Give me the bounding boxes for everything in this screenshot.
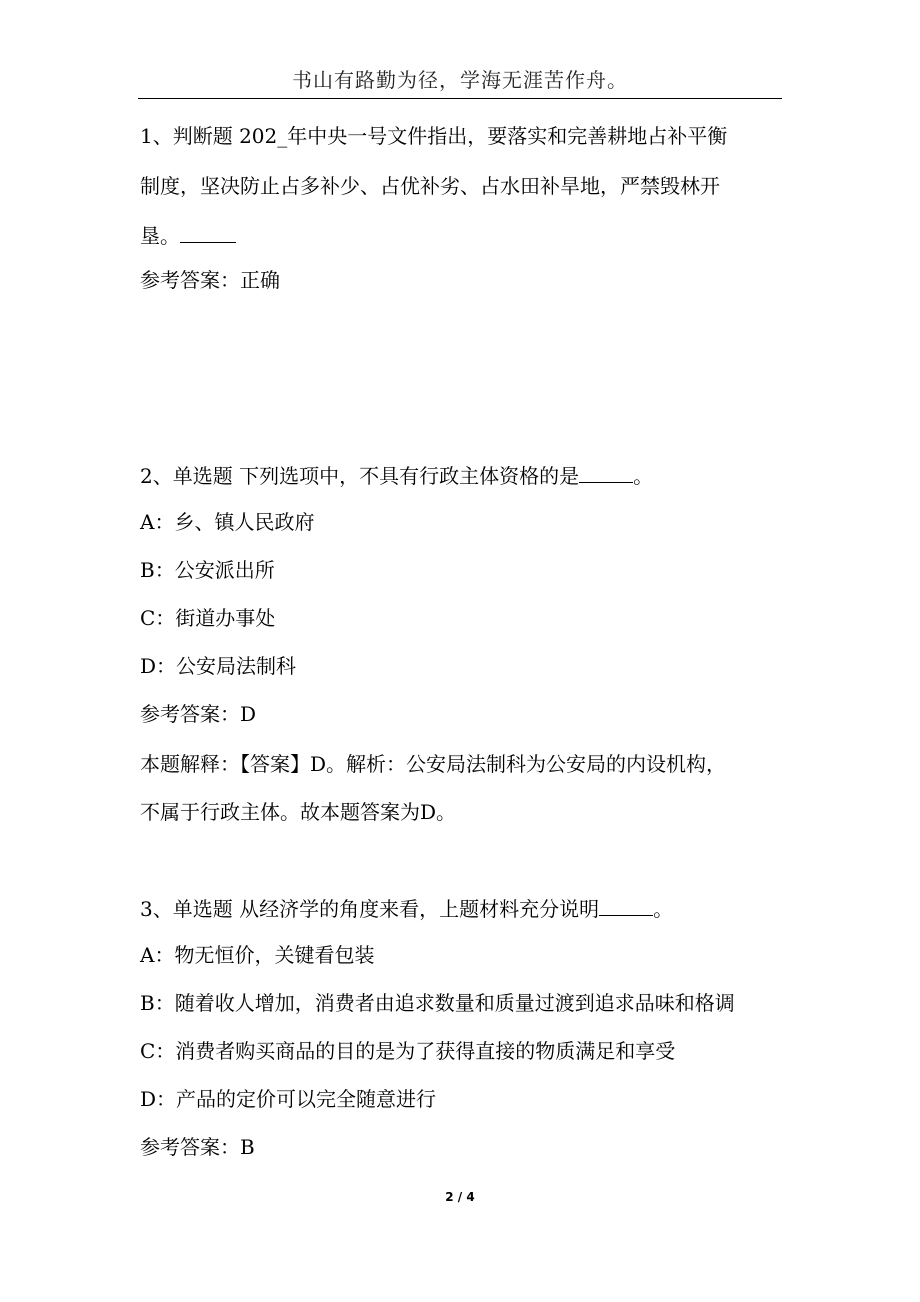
q2-stem bbox=[140, 460, 800, 490]
q2-option-a: A：乡、镇人民政府 bbox=[140, 510, 315, 534]
q3-option-d: D：产品的定价可以完全随意进行 bbox=[140, 1087, 437, 1111]
page-number: 2 / 4 bbox=[445, 1190, 475, 1204]
q2-stem-end: 。 bbox=[633, 464, 654, 488]
q1-answer-blank bbox=[180, 220, 236, 243]
q2-explanation-line-1: 本题解释：【答案】D。解析：公安局法制科为公安局的内设机构， bbox=[140, 752, 727, 776]
q1-stem-line-3 bbox=[140, 220, 800, 250]
q3-option-a: A：物无恒价，关键看包装 bbox=[140, 943, 375, 967]
q1-answer: 参考答案：正确 bbox=[140, 268, 280, 292]
q3-option-c: C：消费者购买商品的目的是为了获得直接的物质满足和享受 bbox=[140, 1039, 676, 1063]
q2-answer-blank bbox=[579, 460, 633, 483]
page-header-motto: 书山有路勤为径，学海无涯苦作舟。 bbox=[138, 62, 782, 99]
q2-option-b: B：公安派出所 bbox=[140, 558, 275, 582]
q3-stem-end: 。 bbox=[653, 897, 674, 921]
q1-stem-line-3-text: 垦。 bbox=[140, 224, 180, 248]
q1-stem-line-1: 1、判断题 202_年中央一号文件指出，要落实和完善耕地占补平衡 bbox=[140, 124, 728, 148]
q3-answer-blank bbox=[599, 893, 653, 916]
q3-stem-text: 3、单选题 从经济学的角度来看，上题材料充分说明 bbox=[140, 897, 600, 921]
q2-stem-text: 2、单选题 下列选项中，不具有行政主体资格的是 bbox=[140, 464, 580, 488]
q3-answer: 参考答案：B bbox=[140, 1135, 255, 1159]
q3-stem bbox=[140, 893, 800, 923]
q3-option-b: B：随着收人增加，消费者由追求数量和质量过渡到追求品味和格调 bbox=[140, 991, 735, 1015]
q2-explanation-line-2: 不属于行政主体。故本题答案为D。 bbox=[140, 800, 457, 824]
q2-answer: 参考答案：D bbox=[140, 702, 257, 726]
q1-stem-line-2: 制度，坚决防止占多补少、占优补劣、占水田补旱地，严禁毁林开 bbox=[140, 174, 720, 198]
q2-option-c: C：街道办事处 bbox=[140, 606, 276, 630]
q2-option-d: D：公安局法制科 bbox=[140, 654, 297, 678]
